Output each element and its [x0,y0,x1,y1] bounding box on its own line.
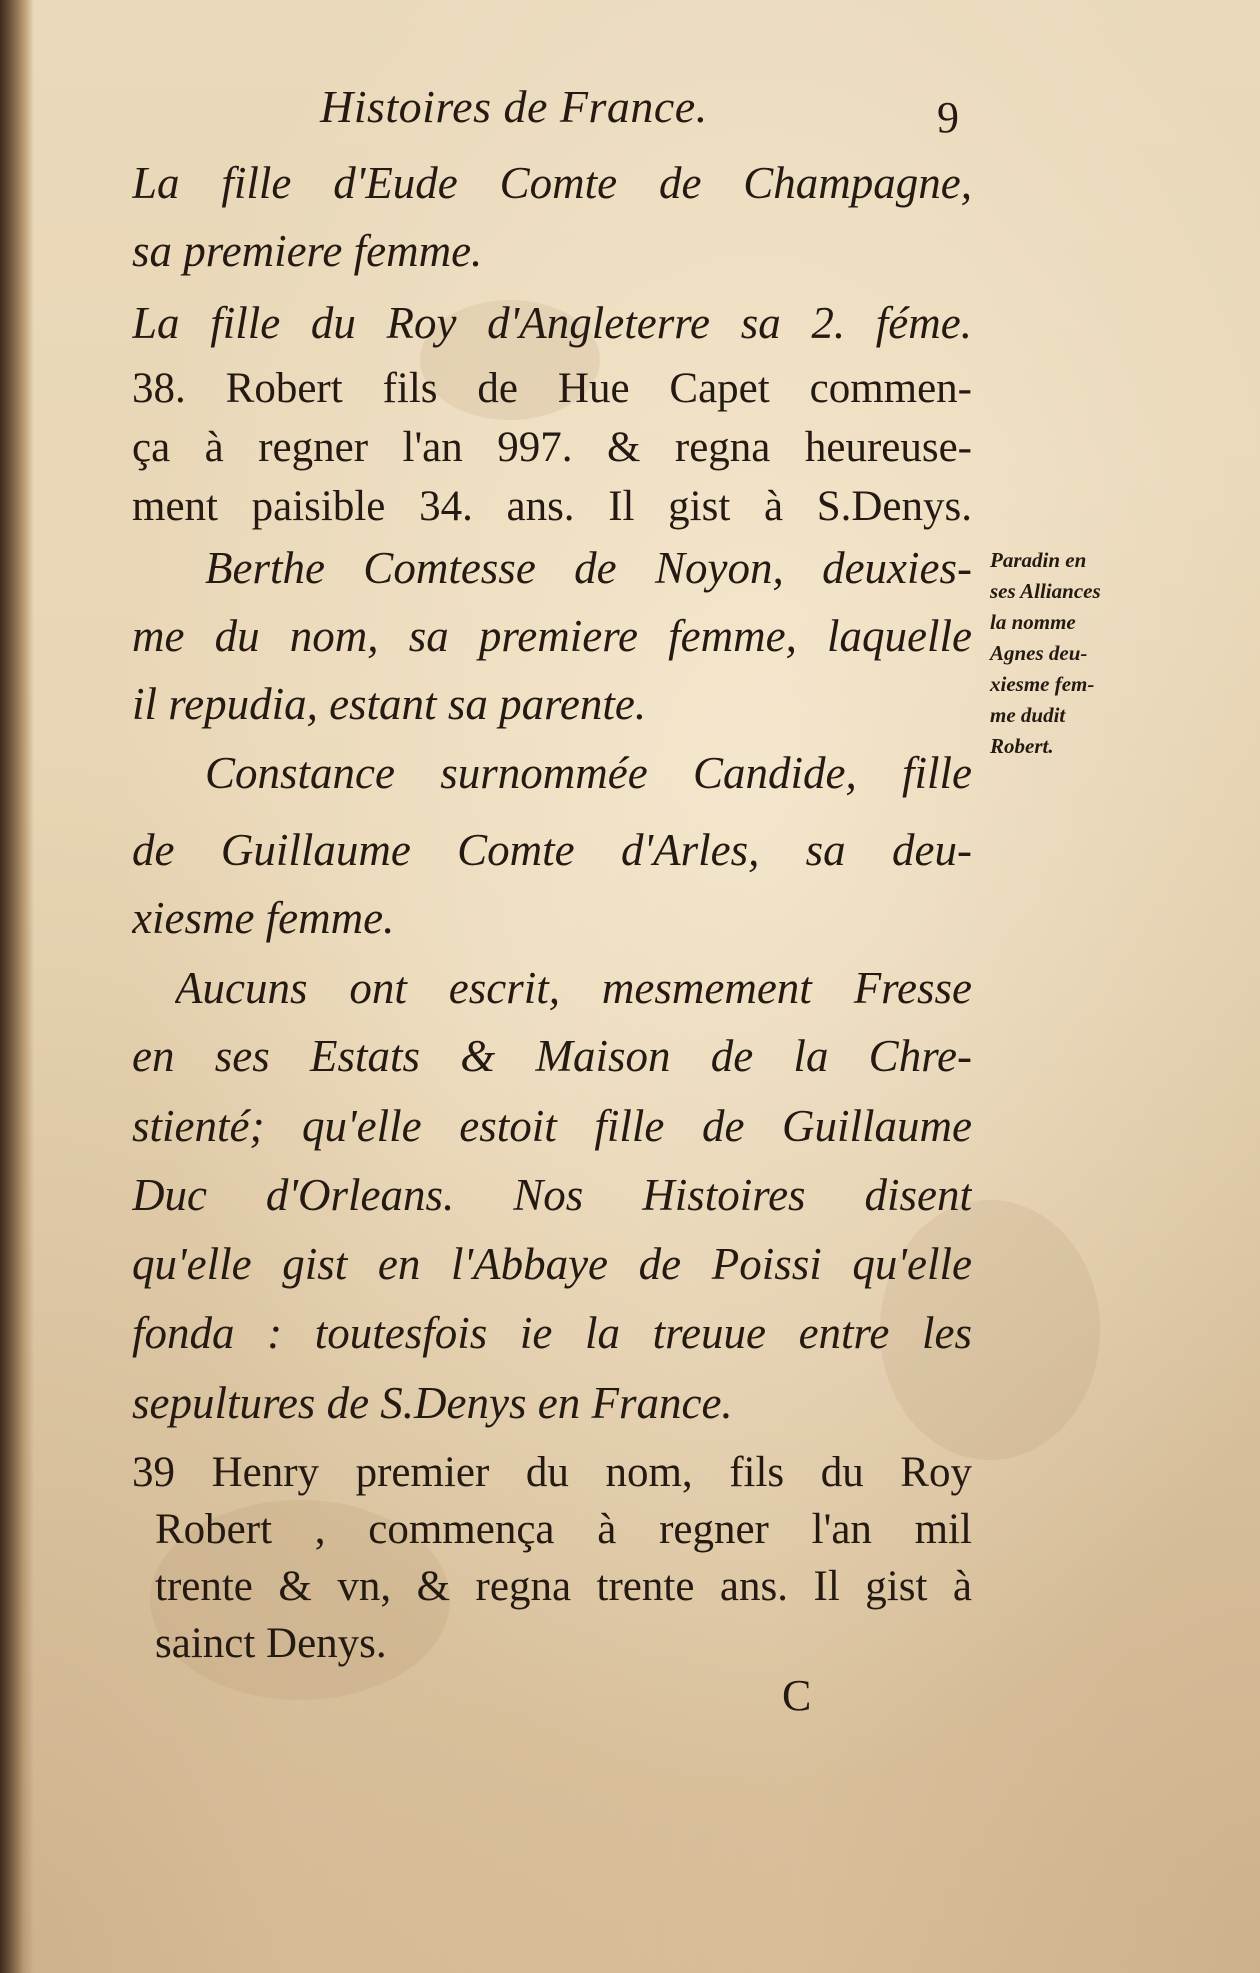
text-line: La fille du Roy d'Angleterre sa 2. féme. [132,298,972,348]
text-line: qu'elle gist en l'Abbaye de Poissi qu'elle [132,1239,972,1289]
text-line: 38. Robert fils de Hue Capet commen- [132,365,972,412]
text-line: de Guillaume Comte d'Arles, sa deu- [132,825,972,875]
page-number: 9 [937,93,959,142]
text-line: ment paisible 34. ans. Il gist à S.Denys. [132,483,972,530]
marginal-note-line: Agnes deu- [990,641,1088,665]
text-line: en ses Estats & Maison de la Chre- [132,1031,972,1081]
text-line: sepultures de S.Denys en France. [132,1378,733,1428]
binding-edge [0,0,34,1973]
marginal-note-line: me dudit [990,703,1066,727]
marginal-note-line: Paradin en [990,548,1087,572]
text-line: Aucuns ont escrit, mesmement Fresse [175,963,972,1013]
marginal-note [990,545,1175,762]
signature-mark: C [782,1671,812,1720]
text-line: Berthe Comtesse de Noyon, deuxies- [205,543,972,593]
text-line: il repudia, estant sa parente. [132,679,647,729]
text-line: 39 Henry premier du nom, fils du Roy [132,1449,972,1496]
text-line: xiesme femme. [132,893,395,943]
text-line: ça à regner l'an 997. & regna heureuse- [132,424,972,471]
text-line: me du nom, sa premiere femme, laquelle [132,611,972,661]
text-line: trente & vn, & regna trente ans. Il gist à [155,1563,972,1610]
text-line: Duc d'Orleans. Nos Histoires disent [132,1170,972,1220]
marginal-note-line: Robert. [990,734,1054,758]
marginal-note-line: ses Alliances [990,579,1101,603]
text-line: La fille d'Eude Comte de Champagne, [132,158,972,208]
text-line: stienté; qu'elle estoit fille de Guillaume [132,1101,972,1151]
text-line: fonda : toutesfois ie la treuue entre les [132,1308,972,1358]
running-header: Histoires de France. [320,81,708,132]
marginal-note-line: la nomme [990,610,1076,634]
marginal-note-line: xiesme fem- [990,672,1095,696]
text-line: Robert , commença à regner l'an mil [155,1506,972,1553]
text-line: Constance surnommée Candide, fille [205,748,972,798]
text-line: sa premiere femme. [132,226,483,276]
text-line: sainct Denys. [155,1620,387,1667]
